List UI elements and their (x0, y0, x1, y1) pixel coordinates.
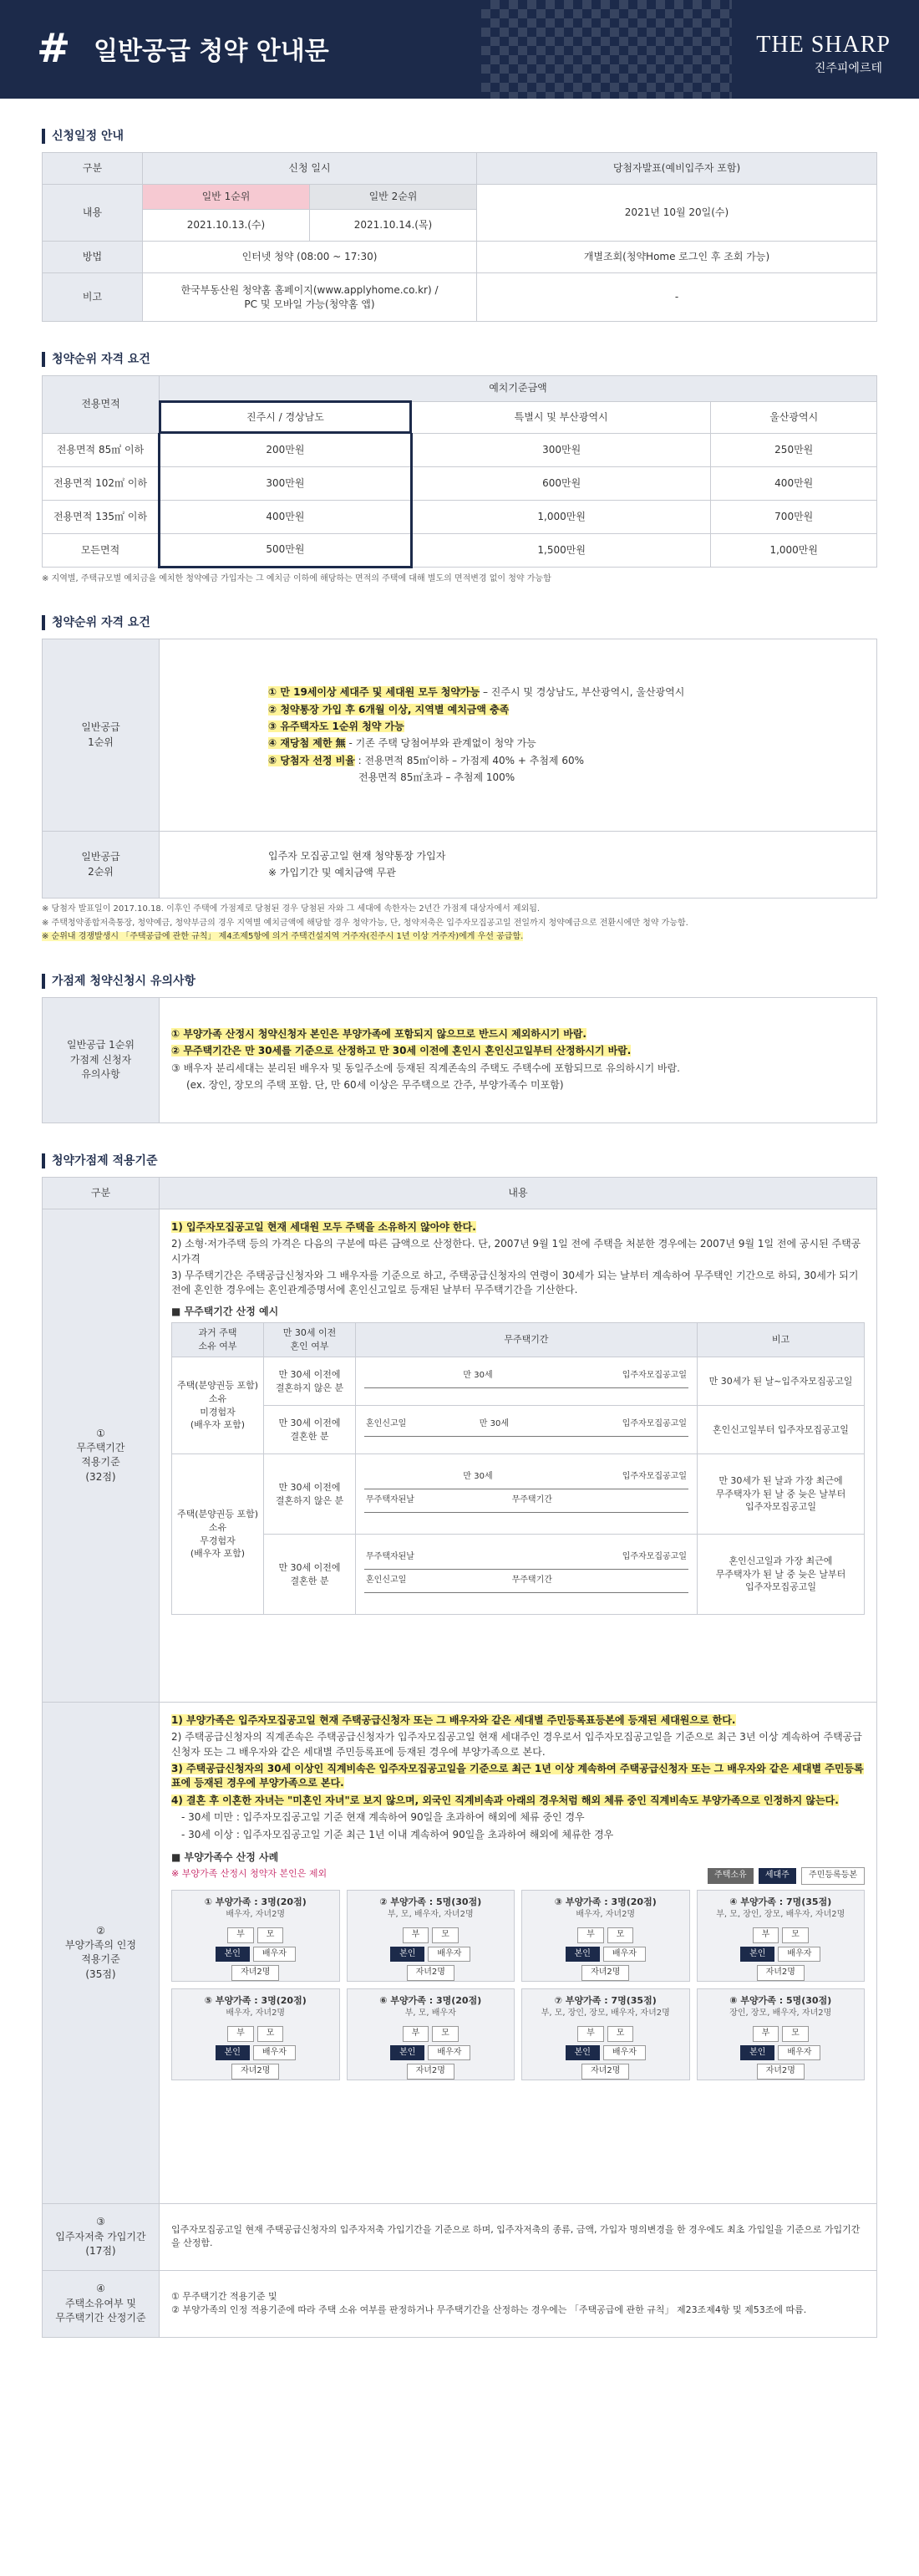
deposit-value: 500만원 (160, 533, 412, 567)
th-jinju: 진주시 / 경상남도 (160, 401, 412, 433)
th-area: 전용면적 (43, 376, 160, 433)
caution-label: 일반공급 1순위 가점제 신청자 유의사항 (43, 997, 160, 1123)
m4: 만 30세 이전에 결혼한 분 (264, 1535, 356, 1615)
card-members: 배우자, 자녀2명 (226, 1909, 286, 1919)
rank2-item2: ※ 가입기간 및 예치금액 무관 (268, 867, 396, 879)
score-p4: 4) 결혼 후 이혼한 자녀는 "미혼인 자녀"로 보지 않으며, 외국인 직계비속과 아래의 경우처럼 해외 체류 중인 직계비속도 부양가족으로 인정하지 않는다. (171, 1794, 839, 1806)
card-members: 부, 모, 배우자 (404, 2008, 456, 2018)
score-section (42, 1153, 877, 2338)
rank-note-3: ※ 순위내 경쟁발생시 「주택공급에 관한 규칙」 제4조제5항에 의거 주택건설지역 거주자(진주시 1년 이상 거주자)에게 우선 공급함. (42, 932, 524, 942)
dependents-card (697, 1988, 866, 2080)
score-sub2: ■ 부양가족수 산정 사례 (171, 1851, 279, 1863)
b2: 혼인신고일부터 입주자모집공고일 (698, 1406, 865, 1454)
dependents-card (521, 1890, 690, 1982)
deposit-row (43, 533, 877, 567)
card-mother: 모 (782, 2026, 809, 2042)
card-spouse: 배우자 (253, 2045, 296, 2061)
m2: 만 30세 이전에 결혼한 분 (264, 1406, 356, 1454)
b4: 혼인신고일과 가장 최근에 무주택자가 된 날 중 늦은 날부터 입주자모집공고일 (698, 1535, 865, 1615)
rank2-label: 일반공급 2순위 (43, 832, 160, 899)
card-spouse: 배우자 (603, 1947, 646, 1963)
mh4: 비고 (698, 1323, 865, 1357)
caution-section (42, 974, 877, 1123)
score-sub1: ■ 무주택기간 산정 예시 (171, 1305, 279, 1317)
b3: 만 30세가 된 날과 가장 최근에 무주택자가 된 날 중 늦은 날부터 입주자모집공고일 (698, 1454, 865, 1535)
deposit-value: 700만원 (711, 500, 877, 533)
dependents-card (347, 1988, 515, 2080)
deposit-row (43, 500, 877, 533)
legend-register: 주민등록등본 (801, 1867, 865, 1885)
card-father: 부 (403, 2026, 429, 2042)
deposit-value: 200만원 (160, 433, 412, 466)
dependents-card (697, 1890, 866, 1982)
score-t1: 1) 입주자모집공고일 현재 세대원 모두 주택을 소유하지 않아야 한다. (171, 1220, 476, 1233)
rank1-item5: ⑤ 당첨자 선정 비율 (268, 754, 355, 766)
timeline-5: 무주택자된날 입주자모집공고일 (364, 1555, 688, 1570)
m1: 만 30세 이전에 결혼하지 않은 분 (264, 1357, 356, 1406)
deposit-table (42, 375, 877, 568)
schedule-table (42, 152, 877, 322)
caution-item3b: (ex. 장인, 장모의 주택 포함. 단, 만 60세 이상은 무주택으로 간주, 부양가족수 미포함) (186, 1079, 564, 1092)
th-score-gubun: 구분 (43, 1177, 160, 1209)
deposit-value: 250만원 (711, 433, 877, 466)
card-title: ③ 부양가족 : 3명(20점) (554, 1896, 657, 1907)
card-kids: 자녀2명 (407, 2064, 454, 2080)
row-label-content: 내용 (43, 185, 143, 242)
score-t2: 2) 소형·저가주택 등의 가격은 다음의 구분에 따른 금액으로 산정한다. 단, 2007년 9월 1일 전에 주택을 처분한 경우에는 2007년 9월 1일 전에 공시된 주택공시가격 (171, 1238, 861, 1265)
brand-logo: THE SHARP (756, 32, 891, 58)
deposit-value: 400만원 (160, 500, 412, 533)
header-logo-mark: # (37, 25, 71, 72)
card-spouse: 배우자 (603, 2045, 646, 2061)
card-title: ① 부양가족 : 3명(20점) (204, 1896, 307, 1907)
score-r2-label: ② 부양가족의 인정 적용기준 (35점) (43, 1702, 160, 2203)
deposit-area: 전용면적 85㎡ 이하 (43, 433, 160, 466)
th-score-content: 내용 (160, 1177, 877, 1209)
caution-table (42, 997, 877, 1123)
schedule-section (42, 129, 877, 322)
rank1-item4: ④ 재당첨 제한 無 (268, 737, 346, 750)
deposit-value: 600만원 (411, 466, 711, 500)
row-label-note: 비고 (43, 273, 143, 322)
card-title: ⑧ 부양가족 : 5명(30점) (729, 1994, 832, 2006)
deposit-section (42, 352, 877, 585)
second-rank-label: 일반 2순위 (310, 185, 477, 210)
dependents-card (171, 1988, 340, 2080)
card-father: 부 (577, 1927, 604, 1943)
card-kids: 자녀2명 (757, 2064, 805, 2080)
nohome-example-table (171, 1322, 865, 1615)
card-father: 부 (227, 1927, 254, 1943)
brand-subtitle: 진주피에르테 (814, 62, 882, 75)
legend-head: 세대주 (759, 1868, 796, 1884)
first-rank-date: 2021.10.13.(수) (143, 210, 310, 242)
rank-note-1: ※ 당첨자 발표일이 2017.10.18. 이후인 주택에 가점제로 당첨된 경우 당첨된 자와 그 세대에 속한자는 2년간 가점제 대상자에서 제외됨. (42, 904, 541, 914)
mh3: 무주택기간 (356, 1323, 698, 1357)
card-self: 본인 (390, 1947, 424, 1963)
card-members: 부, 모, 배우자, 자녀2명 (387, 1909, 474, 1919)
card-title: ② 부양가족 : 5명(30점) (379, 1896, 482, 1907)
score-p3: 3) 주택공급신청자의 30세 이상인 직계비속은 입주자모집공고일을 기준으로 최근 1년 이상 계속하여 주택공급신청자 또는 그 배우자와 같은 세대별 주민등록표에 등재된 경우에 부양가족으로 본다. (171, 1762, 864, 1789)
note-apply-2: PC 및 모바일 가능(청약홈 앱) (244, 298, 375, 310)
rank1-label: 일반공급 1순위 (43, 639, 160, 832)
score-r1-label: ① 무주택기간 적용기준 (32점) (43, 1209, 160, 1702)
th-busan: 특별시 및 부산광역시 (411, 401, 711, 433)
card-mother: 모 (257, 1927, 284, 1943)
card-father: 부 (753, 1927, 779, 1943)
deposit-row (43, 466, 877, 500)
score-t3: 3) 무주택기간은 주택공급신청자와 그 배우자를 기준으로 하고, 주택공급신청자의 연령이 30세가 되는 날부터 계속하여 무주택인 기간으로 하되, 30세가 되기 전에 혼인한 경우에는 혼인관계증명서에 혼인신고일로 등재된 날부터 무주택기간을 기산한다. (171, 1269, 859, 1296)
note-apply-1: 한국부동산원 청약홈 홈페이지(www.applyhome.co.kr) / (180, 283, 439, 296)
score-sub2-note: ※ 부양가족 산정시 청약자 본인은 제외 (171, 1868, 327, 1880)
b1: 만 30세가 된 날~입주자모집공고일 (698, 1357, 865, 1406)
rank1-item2: ② 청약통장 가입 후 6개월 이상, 지역별 예치금액 충족 (268, 703, 510, 715)
timeline-6: 혼인신고일 무주택기간 (364, 1578, 688, 1593)
rank-note-2: ※ 주택청약종합저축통장, 청약예금, 청약부금의 경우 지역별 예치금액에 해당할 경우 청약가능, 단, 청약저축은 입주자모집공고일 전일까지 청약예금으로 전환시에만 청약 가능함. (42, 918, 688, 928)
card-mother: 모 (607, 1927, 634, 1943)
rank-table (42, 639, 877, 899)
deposit-title: 청약순위 자격 요건 (42, 352, 877, 367)
score-q4b: ② 부양가족의 인정 적용기준에 따라 주택 소유 여부를 판정하거나 무주택기간을 산정하는 경우에는 「주택공급에 관한 규칙」 제23조제4항 및 제53조에 따름. (171, 2304, 807, 2316)
card-spouse: 배우자 (428, 1947, 470, 1963)
rank1-item1: ① 만 19세이상 세대주 및 세대원 모두 청약가능 (268, 686, 480, 699)
card-spouse: 배우자 (428, 2045, 470, 2061)
card-spouse: 배우자 (778, 2045, 820, 2061)
deposit-value: 1,000만원 (411, 500, 711, 533)
card-self: 본인 (216, 2045, 250, 2061)
caution-title: 가점제 청약신청시 유의사항 (42, 974, 877, 989)
header-pattern (481, 0, 732, 99)
schedule-title: 신청일정 안내 (42, 129, 877, 144)
card-title: ④ 부양가족 : 7명(35점) (729, 1896, 832, 1907)
card-self: 본인 (566, 1947, 600, 1963)
deposit-area: 전용면적 102㎡ 이하 (43, 466, 160, 500)
result-date: 2021년 10월 20일(수) (477, 185, 877, 242)
legend-house: 주택소유 (708, 1868, 754, 1884)
card-members: 배우자, 자녀2명 (226, 2008, 286, 2018)
rank-title: 청약순위 자격 요건 (42, 615, 877, 630)
page-title: 일반공급 청약 안내문 (94, 37, 329, 66)
card-mother: 모 (432, 1927, 459, 1943)
dependents-card (521, 1988, 690, 2080)
method-apply: 인터넷 청약 (08:00 ~ 17:30) (143, 242, 477, 273)
score-r4-label: ④ 주택소유여부 및 무주택기간 산정기준 (43, 2270, 160, 2337)
deposit-value: 1,000만원 (711, 533, 877, 567)
score-table (42, 1177, 877, 2338)
deposit-value: 300만원 (160, 466, 412, 500)
deposit-note: ※ 지역별, 주택규모별 예치금을 예치한 청약예금 가입자는 그 예치금 이하에 해당하는 면적의 주택에 대해 별도의 면적변경 없이 청약 가능함 (42, 573, 551, 583)
second-rank-date: 2021.10.14.(목) (310, 210, 477, 242)
mh2: 만 30세 이전 혼인 여부 (264, 1323, 356, 1357)
rank1-item5b: : 전용면적 85㎡이하 – 가점제 40% + 추첨제 60% (354, 754, 584, 766)
legend (705, 1867, 865, 1885)
row-label-method: 방법 (43, 242, 143, 273)
m-a: 주택(분양권등 포함) 소유 미경험자 (배우자 포함) (172, 1357, 264, 1454)
card-self: 본인 (216, 1947, 250, 1963)
rank1-item4b: - 기존 주택 당첨여부와 관계없이 청약 가능 (345, 737, 536, 750)
card-kids: 자녀2명 (231, 1965, 279, 1981)
card-self: 본인 (740, 2045, 774, 2061)
caution-item3: ③ 배우자 분리세대는 분리된 배우자 및 동일주소에 등재된 직계존속의 주택도 주택수에 포함되므로 유의하시기 바람. (171, 1061, 680, 1074)
deposit-value: 300만원 (411, 433, 711, 466)
score-p1: 1) 부양가족은 입주자모집공고일 현재 주택공급신청자 또는 그 배우자와 같은 세대별 주민등록표등본에 등재된 세대원으로 한다. (171, 1713, 736, 1726)
card-kids: 자녀2명 (581, 1965, 629, 1981)
caution-item1: ① 부양가족 산정시 청약신청자 본인은 부양가족에 포함되지 않으므로 반드시 제외하시기 바람. (171, 1028, 586, 1040)
th-result: 당첨자발표(예비입주자 포함) (477, 153, 877, 185)
card-kids: 자녀2명 (231, 2064, 279, 2080)
m3: 만 30세 이전에 결혼하지 않은 분 (264, 1454, 356, 1535)
card-members: 장인, 장모, 배우자, 자녀2명 (729, 2008, 832, 2018)
card-self: 본인 (390, 2045, 424, 2061)
card-father: 부 (227, 2026, 254, 2042)
card-mother: 모 (782, 1927, 809, 1943)
card-mother: 모 (607, 2026, 634, 2042)
card-kids: 자녀2명 (757, 1965, 805, 1981)
score-q4a: ① 무주택기간 적용기준 및 (171, 2291, 277, 2303)
dependents-card (347, 1890, 515, 1982)
caution-item2: ② 무주택기간은 만 30세를 기준으로 산정하고 만 30세 이전에 혼인시 혼인신고일부터 산정하시기 바람. (171, 1045, 632, 1057)
dependents-cards (171, 1890, 865, 2080)
note-result: - (477, 273, 877, 322)
card-self: 본인 (740, 1947, 774, 1963)
method-result: 개별조회(청약Home 로그인 후 조회 가능) (477, 242, 877, 273)
th-apply: 신청 일시 (143, 153, 477, 185)
th-gubun: 구분 (43, 153, 143, 185)
m-b: 주택(분양권등 포함) 소유 무경험자 (배우자 포함) (172, 1454, 264, 1615)
card-kids: 자녀2명 (581, 2064, 629, 2080)
deposit-value: 400만원 (711, 466, 877, 500)
th-ulsan: 울산광역시 (711, 401, 877, 433)
card-spouse: 배우자 (253, 1947, 296, 1963)
card-members: 부, 모, 장인, 장모, 배우자, 자녀2명 (541, 2008, 670, 2018)
card-members: 부, 모, 장인, 장모, 배우자, 자녀2명 (716, 1909, 845, 1919)
card-father: 부 (577, 2026, 604, 2042)
card-kids: 자녀2명 (407, 1965, 454, 1981)
th-deposit: 예치기준금액 (160, 376, 877, 401)
deposit-value: 1,500만원 (411, 533, 711, 567)
score-p6: - 30세 이상 : 입주자모집공고일 기준 최근 1년 이내 계속하여 90일을 초과하여 해외에 체류한 경우 (181, 1828, 614, 1840)
card-title: ⑦ 부양가족 : 7명(35점) (554, 1994, 657, 2006)
card-title: ⑤ 부양가족 : 3명(20점) (204, 1994, 307, 2006)
score-title: 청약가점제 적용기준 (42, 1153, 877, 1168)
timeline-2: 혼인신고일 만 30세 입주자모집공고일 (364, 1422, 688, 1437)
card-father: 부 (753, 2026, 779, 2042)
deposit-area: 모든면적 (43, 533, 160, 567)
card-mother: 모 (257, 2026, 284, 2042)
card-father: 부 (403, 1927, 429, 1943)
card-spouse: 배우자 (778, 1947, 820, 1963)
rank1-item5c: 전용면적 85㎡초과 – 추첨제 100% (358, 771, 515, 784)
timeline-4: 무주택자된날 무주택기간 (364, 1498, 688, 1513)
score-q3: 입주자모집공고일 현재 주택공급신청자의 입주자저축 가입기간을 기준으로 하며, 입주자저축의 종류, 금액, 가입자 명의변경을 한 경우에도 최초 가입일을 기준으로 가입기간을 산정함. (160, 2203, 877, 2270)
score-p2: 2) 주택공급신청자의 직계존속은 주택공급신청자가 입주자모집공고일 현재 세대주인 경우로서 입주자모집공고일을 기준으로 최근 3년 이상 계속하여 주택공급신청자 또는 그 배우자와 같은 세대별 주민등록표에 등재된 경우에 부양가족으로 본다. (171, 1731, 862, 1758)
rank2-item1: 입주자 모집공고일 현재 청약통장 가입자 (268, 849, 446, 862)
rank1-item3: ③ 유주택자도 1순위 청약 가능 (268, 720, 404, 732)
timeline-1: 만 30세 입주자모집공고일 (364, 1373, 688, 1388)
card-self: 본인 (566, 2045, 600, 2061)
card-members: 배우자, 자녀2명 (576, 1909, 636, 1919)
deposit-row (43, 433, 877, 466)
dependents-card (171, 1890, 340, 1982)
card-mother: 모 (432, 2026, 459, 2042)
score-r3-label: ③ 입주자저축 가입기간 (17점) (43, 2203, 160, 2270)
rank1-item1b: – 진주시 및 경상남도, 부산광역시, 울산광역시 (480, 686, 685, 699)
first-rank-label: 일반 1순위 (143, 185, 310, 210)
rank-section (42, 615, 877, 944)
card-title: ⑥ 부양가족 : 3명(20점) (379, 1994, 482, 2006)
deposit-area: 전용면적 135㎡ 이하 (43, 500, 160, 533)
score-p5: - 30세 미만 : 입주자모집공고일 기준 현재 계속하여 90일을 초과하여 해외에 체류 중인 경우 (181, 1811, 585, 1824)
header (0, 0, 919, 99)
timeline-3: 만 30세 입주자모집공고일 (364, 1474, 688, 1489)
mh1: 과거 주택 소유 여부 (172, 1323, 264, 1357)
